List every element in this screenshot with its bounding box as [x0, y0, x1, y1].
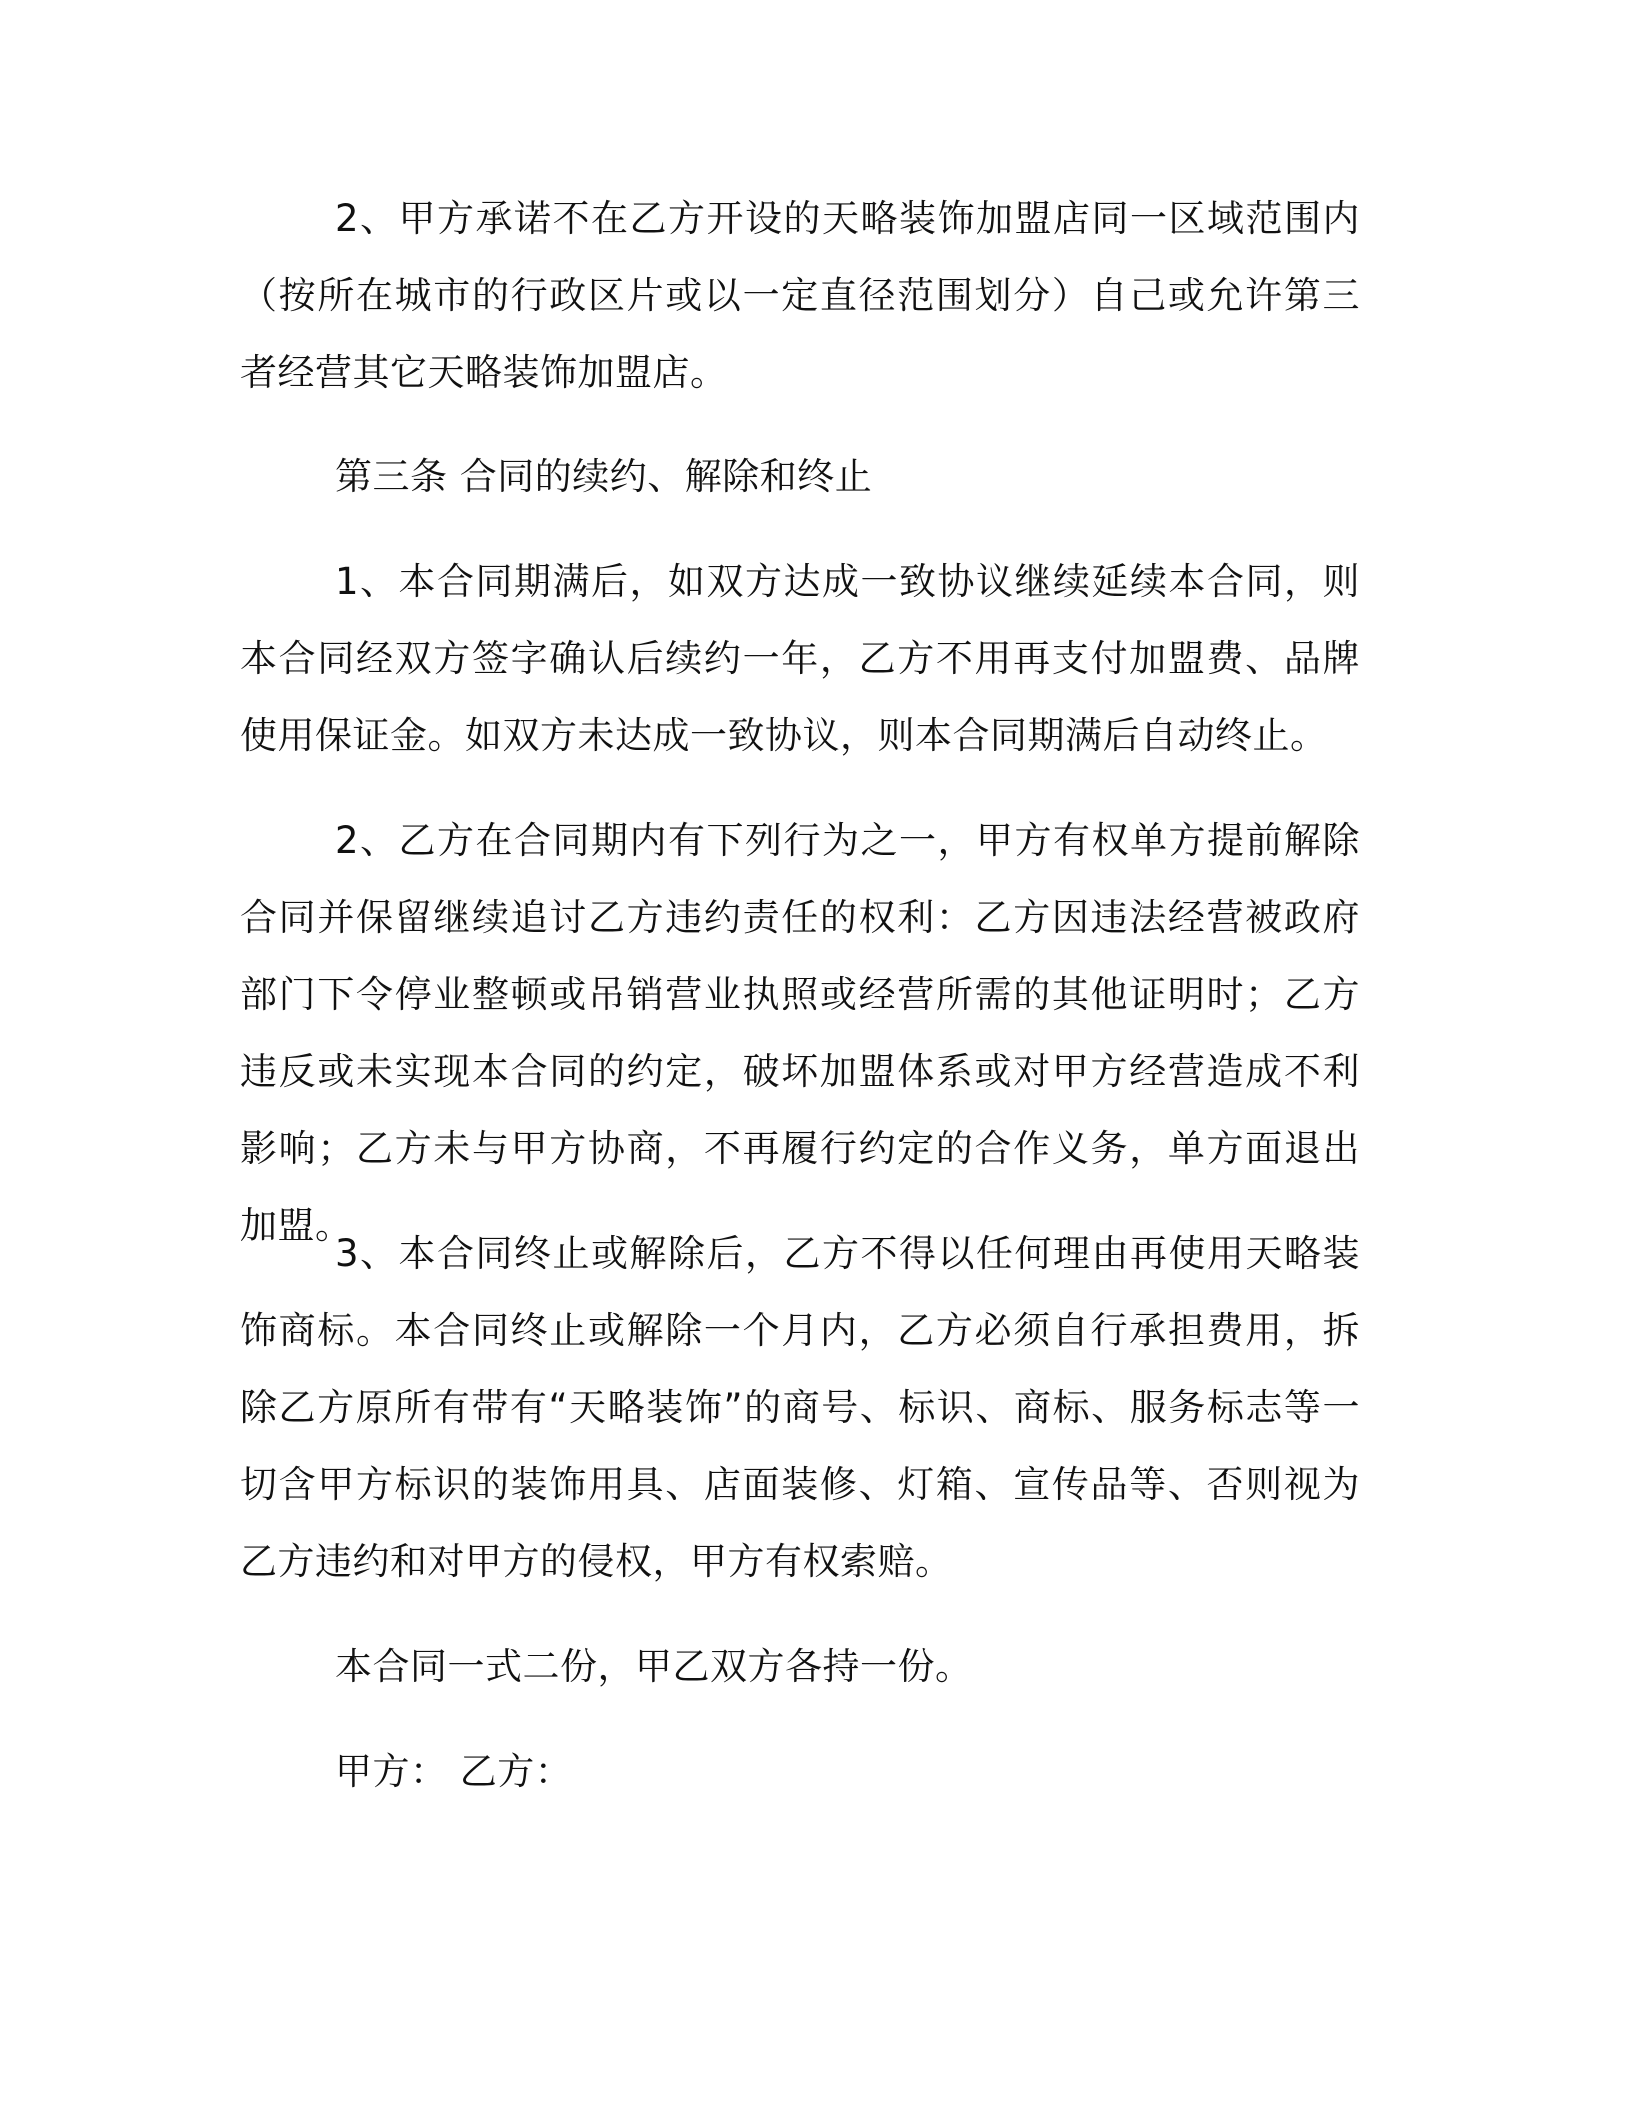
paragraph-exclusive-territory: 2、甲方承诺不在乙方开设的天略装饰加盟店同一区域范围内（按所在城市的行政区片或以一定直径范围划分）自己或允许第三者经营其它天略装饰加盟店。 — [240, 197, 1360, 394]
paragraph-post-termination: 3、本合同终止或解除后，乙方不得以任何理由再使用天略装饰商标。本合同终止或解除一个月内，乙方必须自行承担费用，拆除乙方原所有带有“天略装饰”的商号、标识、商标、服务标志等一切含甲方标识的装饰用具、店面装修、灯箱、宣传品等、否则视为乙方违约和对甲方的侵权，甲方有权索赔。 — [240, 1232, 1360, 1583]
paragraph-renewal: 1、本合同期满后，如双方达成一致协议继续延续本合同，则本合同经双方签字确认后续约一年，乙方不用再支付加盟费、品牌使用保证金。如双方未达成一致协议，则本合同期满后自动终止。 — [240, 560, 1360, 757]
signature-line: 甲方： 乙方： — [335, 1750, 573, 1793]
paragraph-termination-rights: 2、乙方在合同期内有下列行为之一，甲方有权单方提前解除合同并保留继续追讨乙方违约责任的权利：乙方因违法经营被政府部门下令停业整顿或吊销营业执照或经营所需的其他证明时；乙方违反或未实现本合同的约定，破坏加盟体系或对甲方经营造成不利影响；乙方未与甲方协商，不再履行约定的合作义务，单方面退出加盟。 — [240, 819, 1360, 1247]
paragraph-copies: 本合同一式二份，甲乙双方各持一份。 — [335, 1645, 973, 1688]
section-heading-article-3: 第三条 合同的续约、解除和终止 — [335, 455, 873, 498]
